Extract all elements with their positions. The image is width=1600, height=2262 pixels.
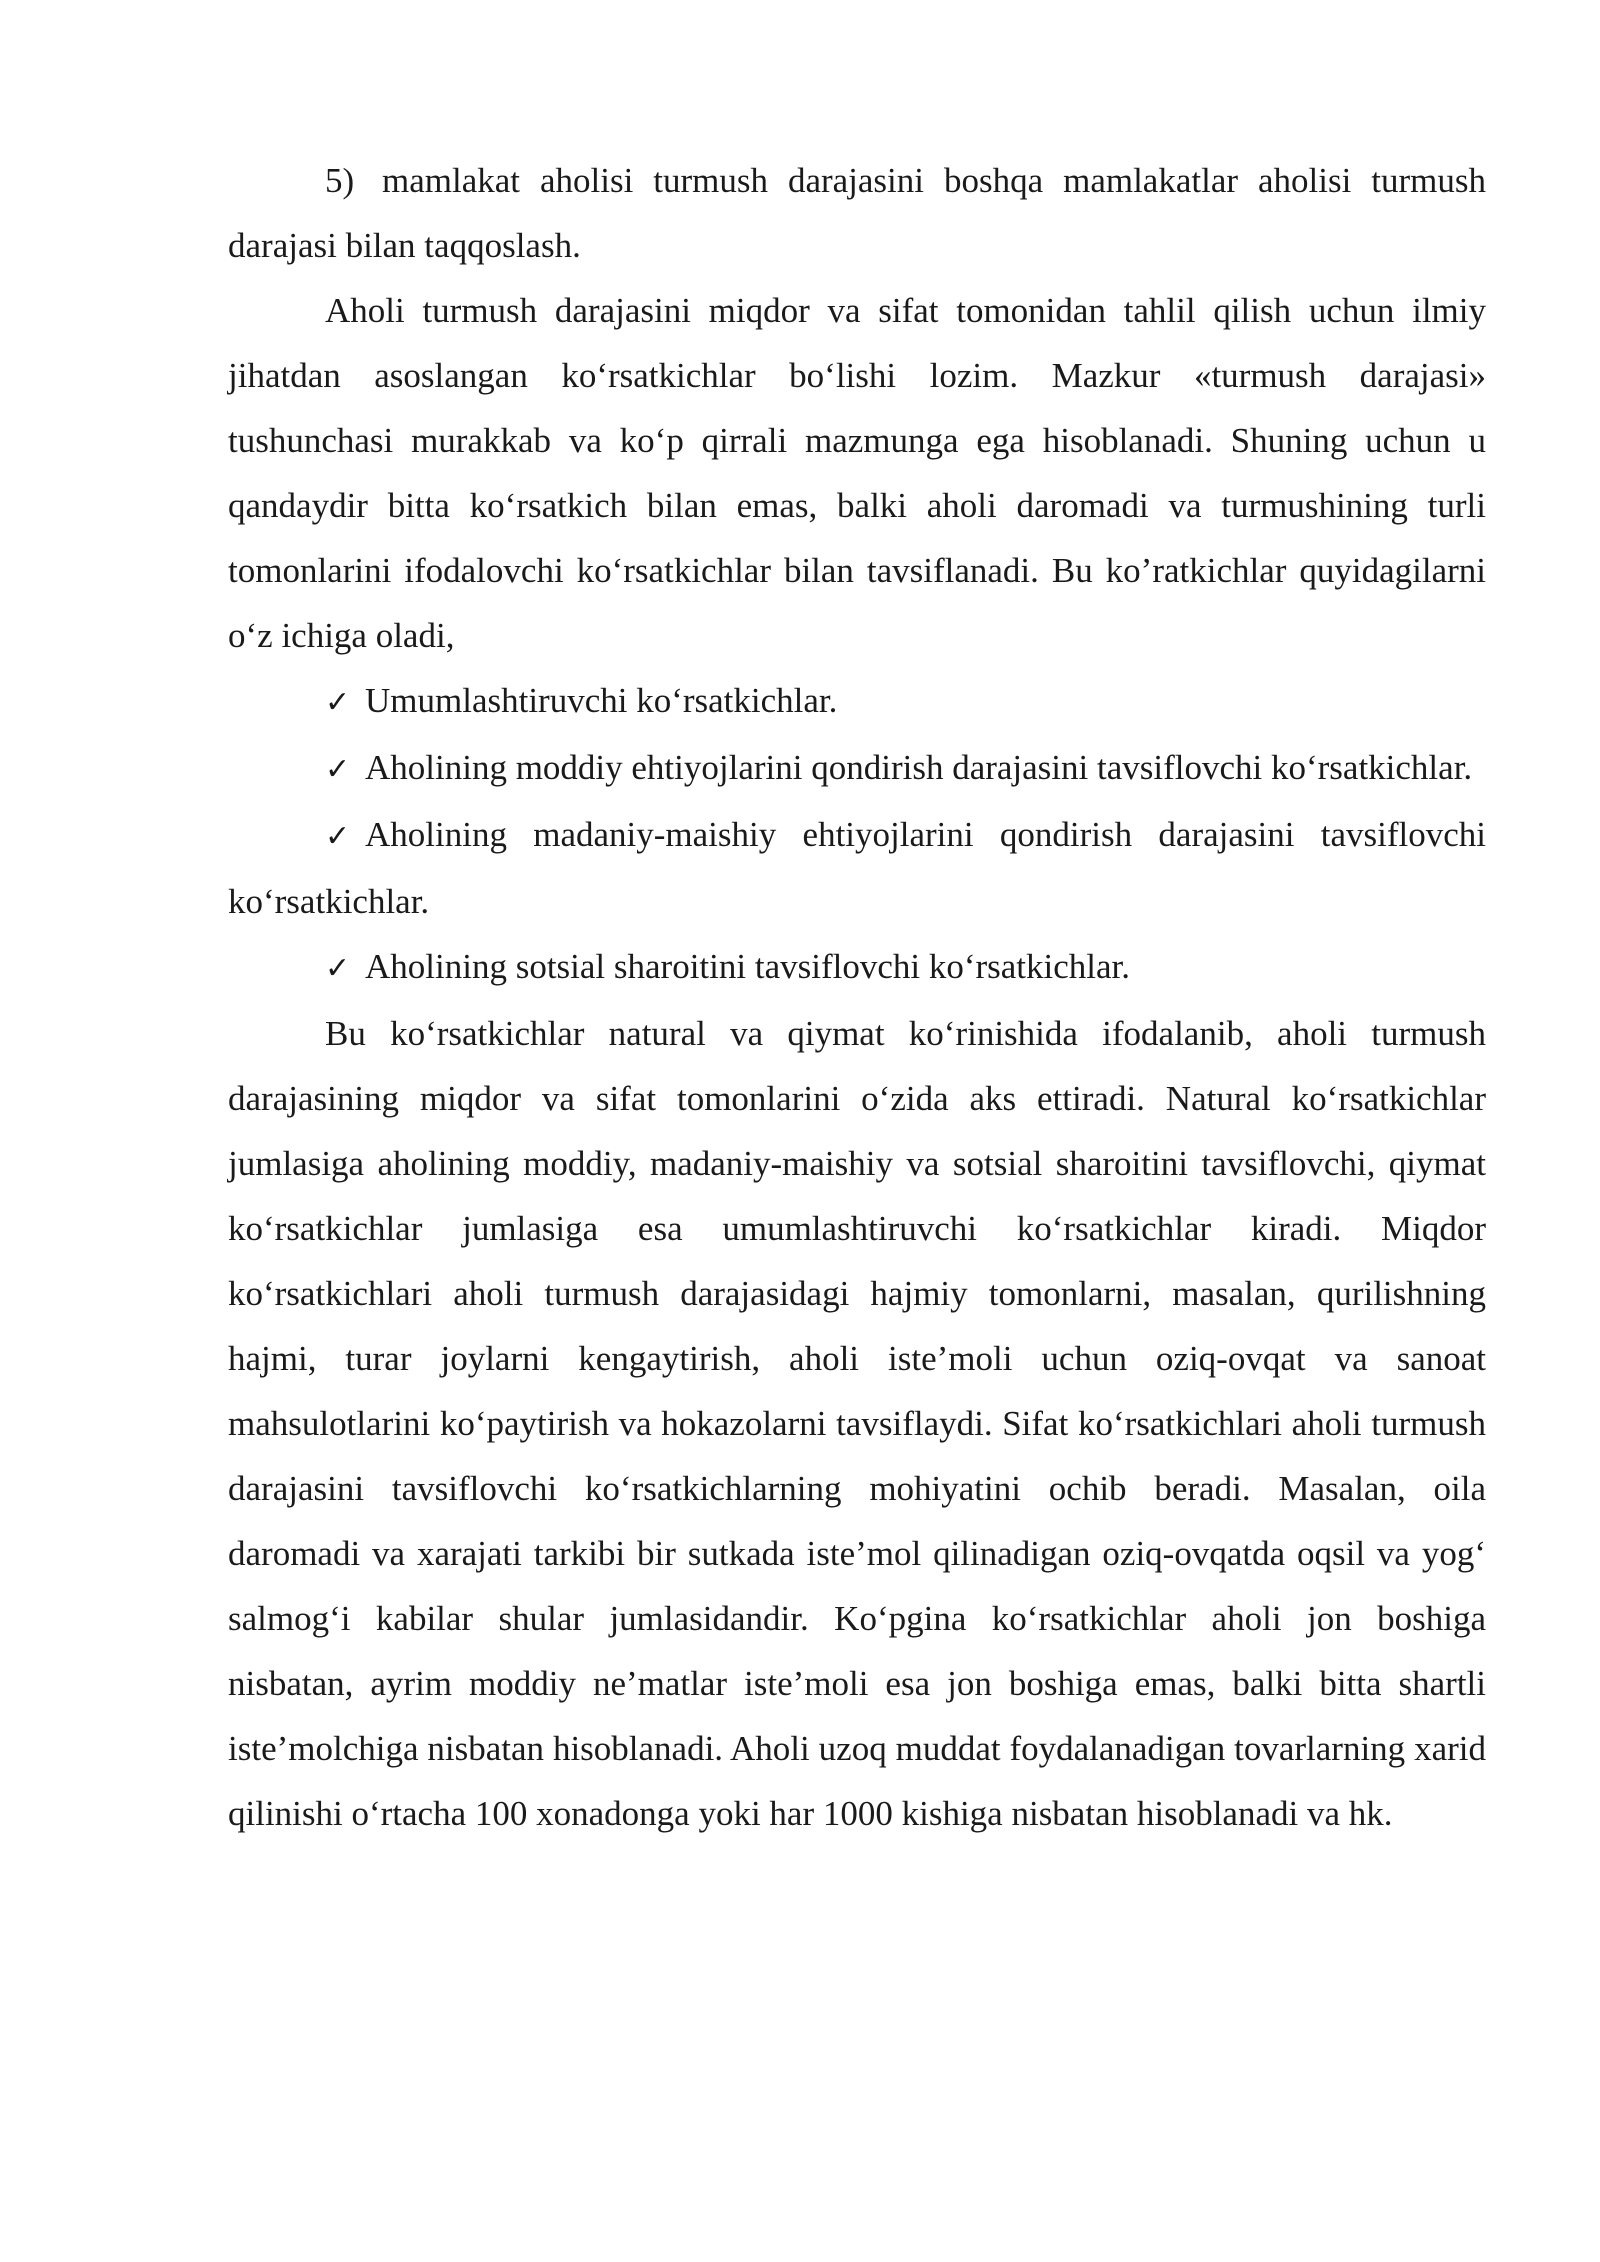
check-list-item <box>228 735 1486 802</box>
check-list-item-text: Aholining sotsial sharoitini tavsiflovchi ko‘rsatkichlar. <box>365 947 1131 986</box>
list-item-text: mamlakat aholisi turmush darajasini boshqa mamlakatlar aholisi turmush darajasi bilan taqqoslash. <box>228 161 1486 265</box>
checkmark-icon: ✓ <box>325 752 351 787</box>
check-list-item-text: Aholining moddiy ehtiyojlarini qondirish darajasini tavsiflovchi ko‘rsatkichlar. <box>365 748 1473 787</box>
check-list-item <box>228 668 1486 735</box>
numbered-list-item <box>228 148 1486 278</box>
checkmark-icon: ✓ <box>325 819 351 854</box>
list-number: 5) <box>325 161 355 200</box>
check-list-item-text: Aholining madaniy-maishiy ehtiyojlarini qondirish darajasini tavsiflovchi ko‘rsatkichlar. <box>228 815 1486 921</box>
paragraph: Bu ko‘rsatkichlar natural va qiymat ko‘rinishida ifodalanib, aholi turmush darajasining miqdor va sifat tomonlarini o‘zida aks ettiradi. Natural ko‘rsatkichlar jumlasiga aholining moddiy, madaniy-maishiy va sotsial sharoitini tavsiflovchi, qiymat ko‘rsatkichlar jumlasiga esa umumlashtiruvchi ko‘rsatkichlar kiradi. Miqdor ko‘rsatkichlari aholi turmush darajasidagi hajmiy tomonlarni, masalan, qurilishning hajmi, turar joylarni kengaytirish, aholi iste’moli uchun oziq-ovqat va sanoat mahsulotlarini ko‘paytirish va hokazolarni tavsiflaydi. Sifat ko‘rsatkichlari aholi turmush darajasini tavsiflovchi ko‘rsatkichlarning mohiyatini ochib beradi. Masalan, oila daromadi va xarajati tarkibi bir sutkada iste’mol qilinadigan oziq-ovqatda oqsil va yog‘ salmog‘i kabilar shular jumlasidandir. Ko‘pgina ko‘rsatkichlar aholi jon boshiga nisbatan, ayrim moddiy ne’matlar iste’moli esa jon boshiga emas, balki bitta shartli iste’molchiga nisbatan hisoblanadi. Aholi uzoq muddat foydalanadigan tovarlarning xarid qilinishi o‘rtacha 100 xonadonga yoki har 1000 kishiga nisbatan hisoblanadi va hk. <box>228 1014 1486 1833</box>
document-page <box>228 148 1486 1846</box>
checkmark-icon: ✓ <box>325 951 351 986</box>
paragraph: Aholi turmush darajasini miqdor va sifat tomonidan tahlil qilish uchun ilmiy jihatdan asoslangan ko‘rsatkichlar bo‘lishi lozim. Mazkur «turmush darajasi» tushunchasi murakkab va ko‘p qirrali mazmunga ega hisoblanadi. Shuning uchun u qandaydir bitta ko‘rsatkich bilan emas, balki aholi daromadi va turmushining turli tomonlarini ifodalovchi ko‘rsatkichlar bilan tavsiflanadi. Bu ko’ratkichlar quyidagilarni o‘z ichiga oladi, <box>228 291 1486 655</box>
check-list-item-text: Umumlashtiruvchi ko‘rsatkichlar. <box>365 681 838 720</box>
check-list-item <box>228 934 1486 1001</box>
check-list-item <box>228 802 1486 934</box>
checkmark-icon: ✓ <box>325 685 351 720</box>
